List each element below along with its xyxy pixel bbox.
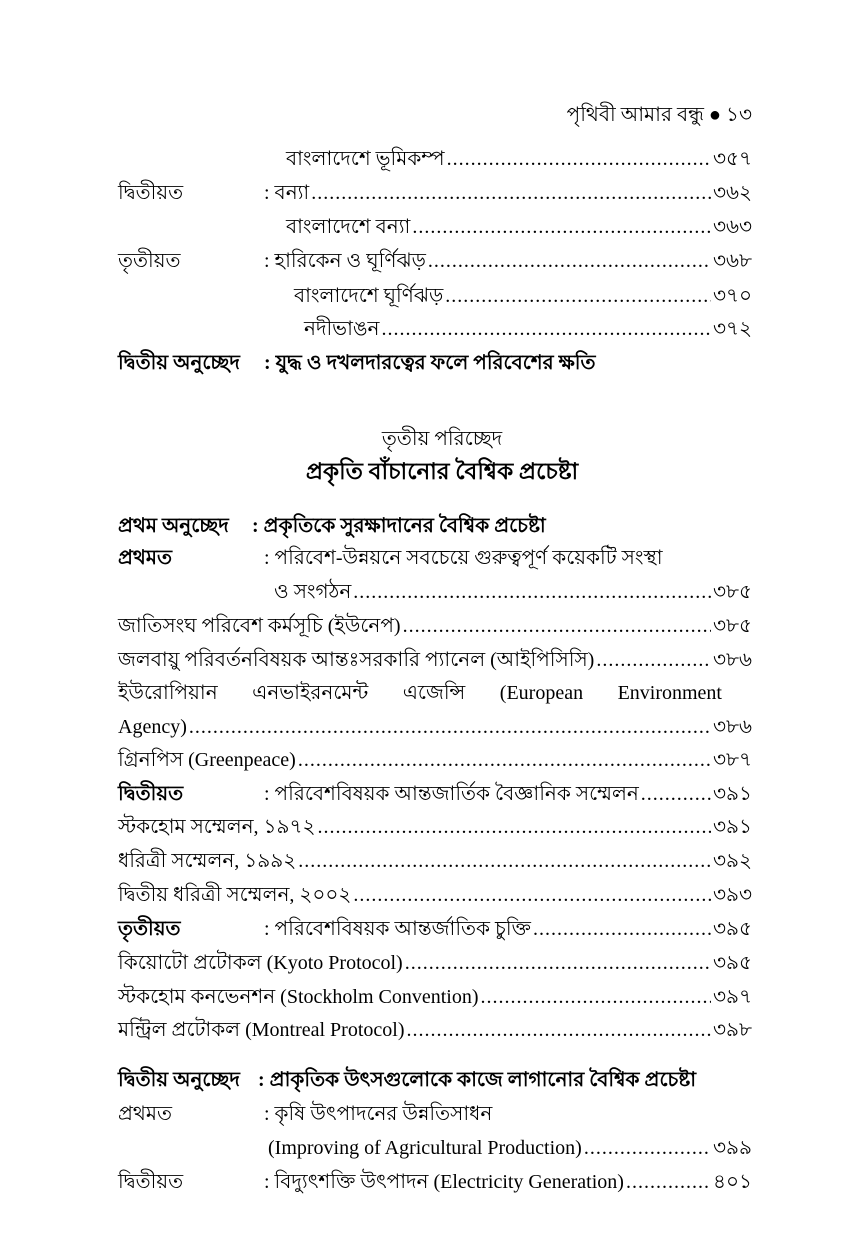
entry-label: প্রথমত — [118, 547, 172, 569]
toc-entry: দ্বিতীয়ত : পরিবেশবিষয়ক আন্তজার্তিক বৈজ্ঞানিক সম্মেলন ..... ৩৯১ — [118, 778, 752, 810]
toc-entry: দ্বিতীয় ধরিত্রী সম্মেলন, ২০০২ ..... ৩৯৩ — [118, 879, 752, 911]
running-header: পৃথিবী আমার বন্ধু ● ১৩ — [566, 104, 752, 126]
toc-entry: ধরিত্রী সম্মেলন, ১৯৯২ ..... ৩৯২ — [118, 845, 752, 877]
toc-entry: তৃতীয়ত : পরিবেশবিষয়ক আন্তর্জাতিক চুক্তি ..... ৩৯৫ — [118, 913, 752, 945]
toc-entry: গ্রিনপিস (Greenpeace) ..... ৩৮৭ — [118, 744, 752, 776]
section-heading: দ্বিতীয় অনুচ্ছেদ : প্রাকৃতিক উৎসগুলোকে কাজে লাগানোর বৈশ্বিক প্রচেষ্টা — [118, 1069, 697, 1091]
toc-entry: বাংলাদেশে ঘূর্ণিঝড় ..... ৩৭০ — [118, 280, 752, 312]
toc-entry: জাতিসংঘ পরিবেশ কর্মসূচি (ইউনেপ) ..... ৩৮৫ — [118, 610, 752, 642]
toc-entry: প্রথমত : কৃষি উৎপাদনের উন্নতিসাধন — [118, 1098, 752, 1130]
entry-label: তৃতীয়ত — [118, 250, 181, 272]
toc-entry: দ্বিতীয়ত : বন্যা ..... ৩৬২ — [118, 177, 752, 209]
entry-label: দ্বিতীয়ত — [118, 783, 184, 805]
entry-label: দ্বিতীয়ত — [118, 1171, 184, 1193]
toc-entry: স্টকহোম কনভেনশন (Stockholm Convention) ..... ৩৯৭ — [118, 981, 752, 1013]
toc-entry: বাংলাদেশে বন্যা ..... ৩৬৩ — [118, 211, 752, 243]
toc-entry: জলবায়ু পরিবর্তনবিষয়ক আন্তঃসরকারি প্যানেল (আইপিসিসি) ..... ৩৮৬ — [118, 644, 752, 676]
toc-entry: দ্বিতীয়ত : বিদ্যুৎশক্তি উৎপাদন (Electricity Generation) ..... ৪০১ — [118, 1166, 752, 1198]
toc-entry: নদীভাঙন ..... ৩৭২ — [118, 313, 752, 345]
chapter-title: প্রকৃতি বাঁচানোর বৈশ্বিক প্রচেষ্টা — [305, 459, 579, 484]
toc-entry: ইউরোপিয়ান এনভাইরনমেন্ট এজেন্সি (European Environment — [118, 682, 722, 704]
section-heading: প্রথম অনুচ্ছেদ : প্রকৃতিকে সুরক্ষাদানের বৈশ্বিক প্রচেষ্টা — [118, 515, 546, 537]
toc-entry: কিয়োটো প্রটোকল (Kyoto Protocol) ..... ৩৯৫ — [118, 947, 752, 979]
entry-label: প্রথমত — [118, 1103, 172, 1125]
toc-entry: প্রথমত : পরিবেশ-উন্নয়নে সবচেয়ে গুরুত্বপূর্ণ কয়েকটি সংস্থা — [118, 542, 752, 574]
toc-entry: Agency) ..... ৩৮৬ — [118, 711, 752, 743]
toc-entry: (Improving of Agricultural Production) ..... ৩৯৯ — [118, 1132, 752, 1164]
section-heading: দ্বিতীয় অনুচ্ছেদ : যুদ্ধ ও দখলদারত্বের ফলে পরিবেশের ক্ষতি — [118, 352, 596, 374]
entry-label: দ্বিতীয়ত — [118, 182, 184, 204]
toc-entry: স্টকহোম সম্মেলন, ১৯৭২ ..... ৩৯১ — [118, 811, 752, 843]
toc-entry: তৃতীয়ত : হারিকেন ও ঘূর্ণিঝড় ..... ৩৬৮ — [118, 245, 752, 277]
toc-entry: ও সংগঠন ..... ৩৮৫ — [118, 576, 752, 608]
toc-entry: মন্ট্রিল প্রটোকল (Montreal Protocol) ..... ৩৯৮ — [118, 1014, 752, 1046]
entry-label: তৃতীয়ত — [118, 918, 181, 940]
chapter-label: তৃতীয় পরিচ্ছেদ — [381, 428, 503, 450]
toc-entry: বাংলাদেশে ভূমিকম্প ..... ৩৫৭ — [118, 143, 752, 175]
